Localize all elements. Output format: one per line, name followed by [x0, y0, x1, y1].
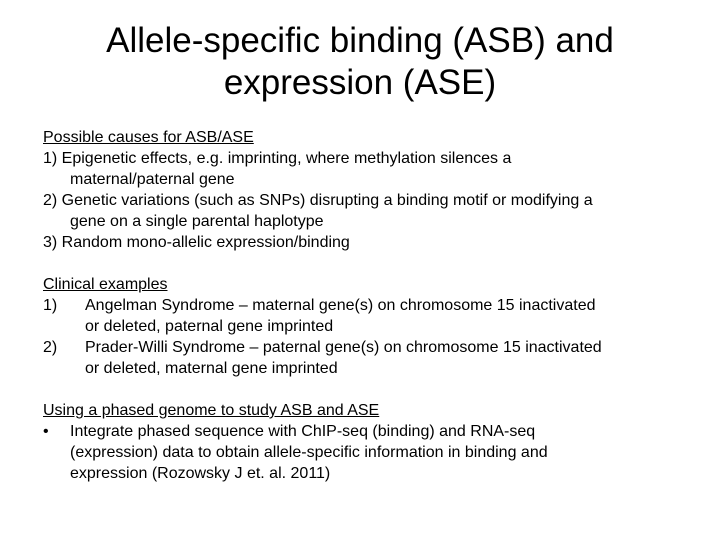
list-item-text: 3) Random mono-allelic expression/binding [43, 234, 350, 251]
list-item-continuation: (expression) data to obtain allele-specific information in binding and [70, 444, 548, 461]
list-item-text: Prader-Willi Syndrome – paternal gene(s) on chromosome 15 inactivated [85, 339, 602, 356]
list-item-continuation: gene on a single parental haplotype [70, 213, 324, 230]
phased-heading: Using a phased genome to study ASB and ASE [43, 402, 380, 419]
slide-body [43, 127, 693, 484]
list-item-continuation: or deleted, paternal gene imprinted [85, 318, 334, 335]
clinical-section [43, 274, 693, 379]
list-item-number: 1) [43, 297, 58, 314]
list-item [43, 190, 693, 232]
clinical-heading: Clinical examples [43, 276, 168, 293]
list-item-text: Integrate phased sequence with ChIP-seq (binding) and RNA-seq [70, 423, 536, 440]
slide-title-line-1: Allele-specific binding (ASB) and [106, 21, 614, 60]
causes-heading: Possible causes for ASB/ASE [43, 129, 254, 146]
list-item-text: Angelman Syndrome – maternal gene(s) on chromosome 15 inactivated [85, 297, 596, 314]
list-item-text: 2) Genetic variations (such as SNPs) disrupting a binding motif or modifying a [43, 192, 593, 209]
slide-title [60, 20, 660, 104]
spacer [43, 379, 693, 400]
spacer [43, 253, 693, 274]
list-item-text: 1) Epigenetic effects, e.g. imprinting, where methylation silences a [43, 150, 512, 167]
list-item-continuation: or deleted, maternal gene imprinted [85, 360, 338, 377]
list-item-continuation: maternal/paternal gene [70, 171, 235, 188]
bullet-icon: • [43, 423, 49, 440]
list-item-number: 2) [43, 339, 58, 356]
list-item [43, 148, 693, 190]
list-item-continuation: expression (Rozowsky J et. al. 2011) [70, 465, 331, 482]
list-item [43, 232, 693, 253]
slide-title-line-2: expression (ASE) [223, 63, 497, 102]
list-item [43, 421, 693, 484]
phased-section [43, 400, 693, 484]
causes-section [43, 127, 693, 253]
list-item [43, 337, 693, 379]
list-item [43, 295, 693, 337]
